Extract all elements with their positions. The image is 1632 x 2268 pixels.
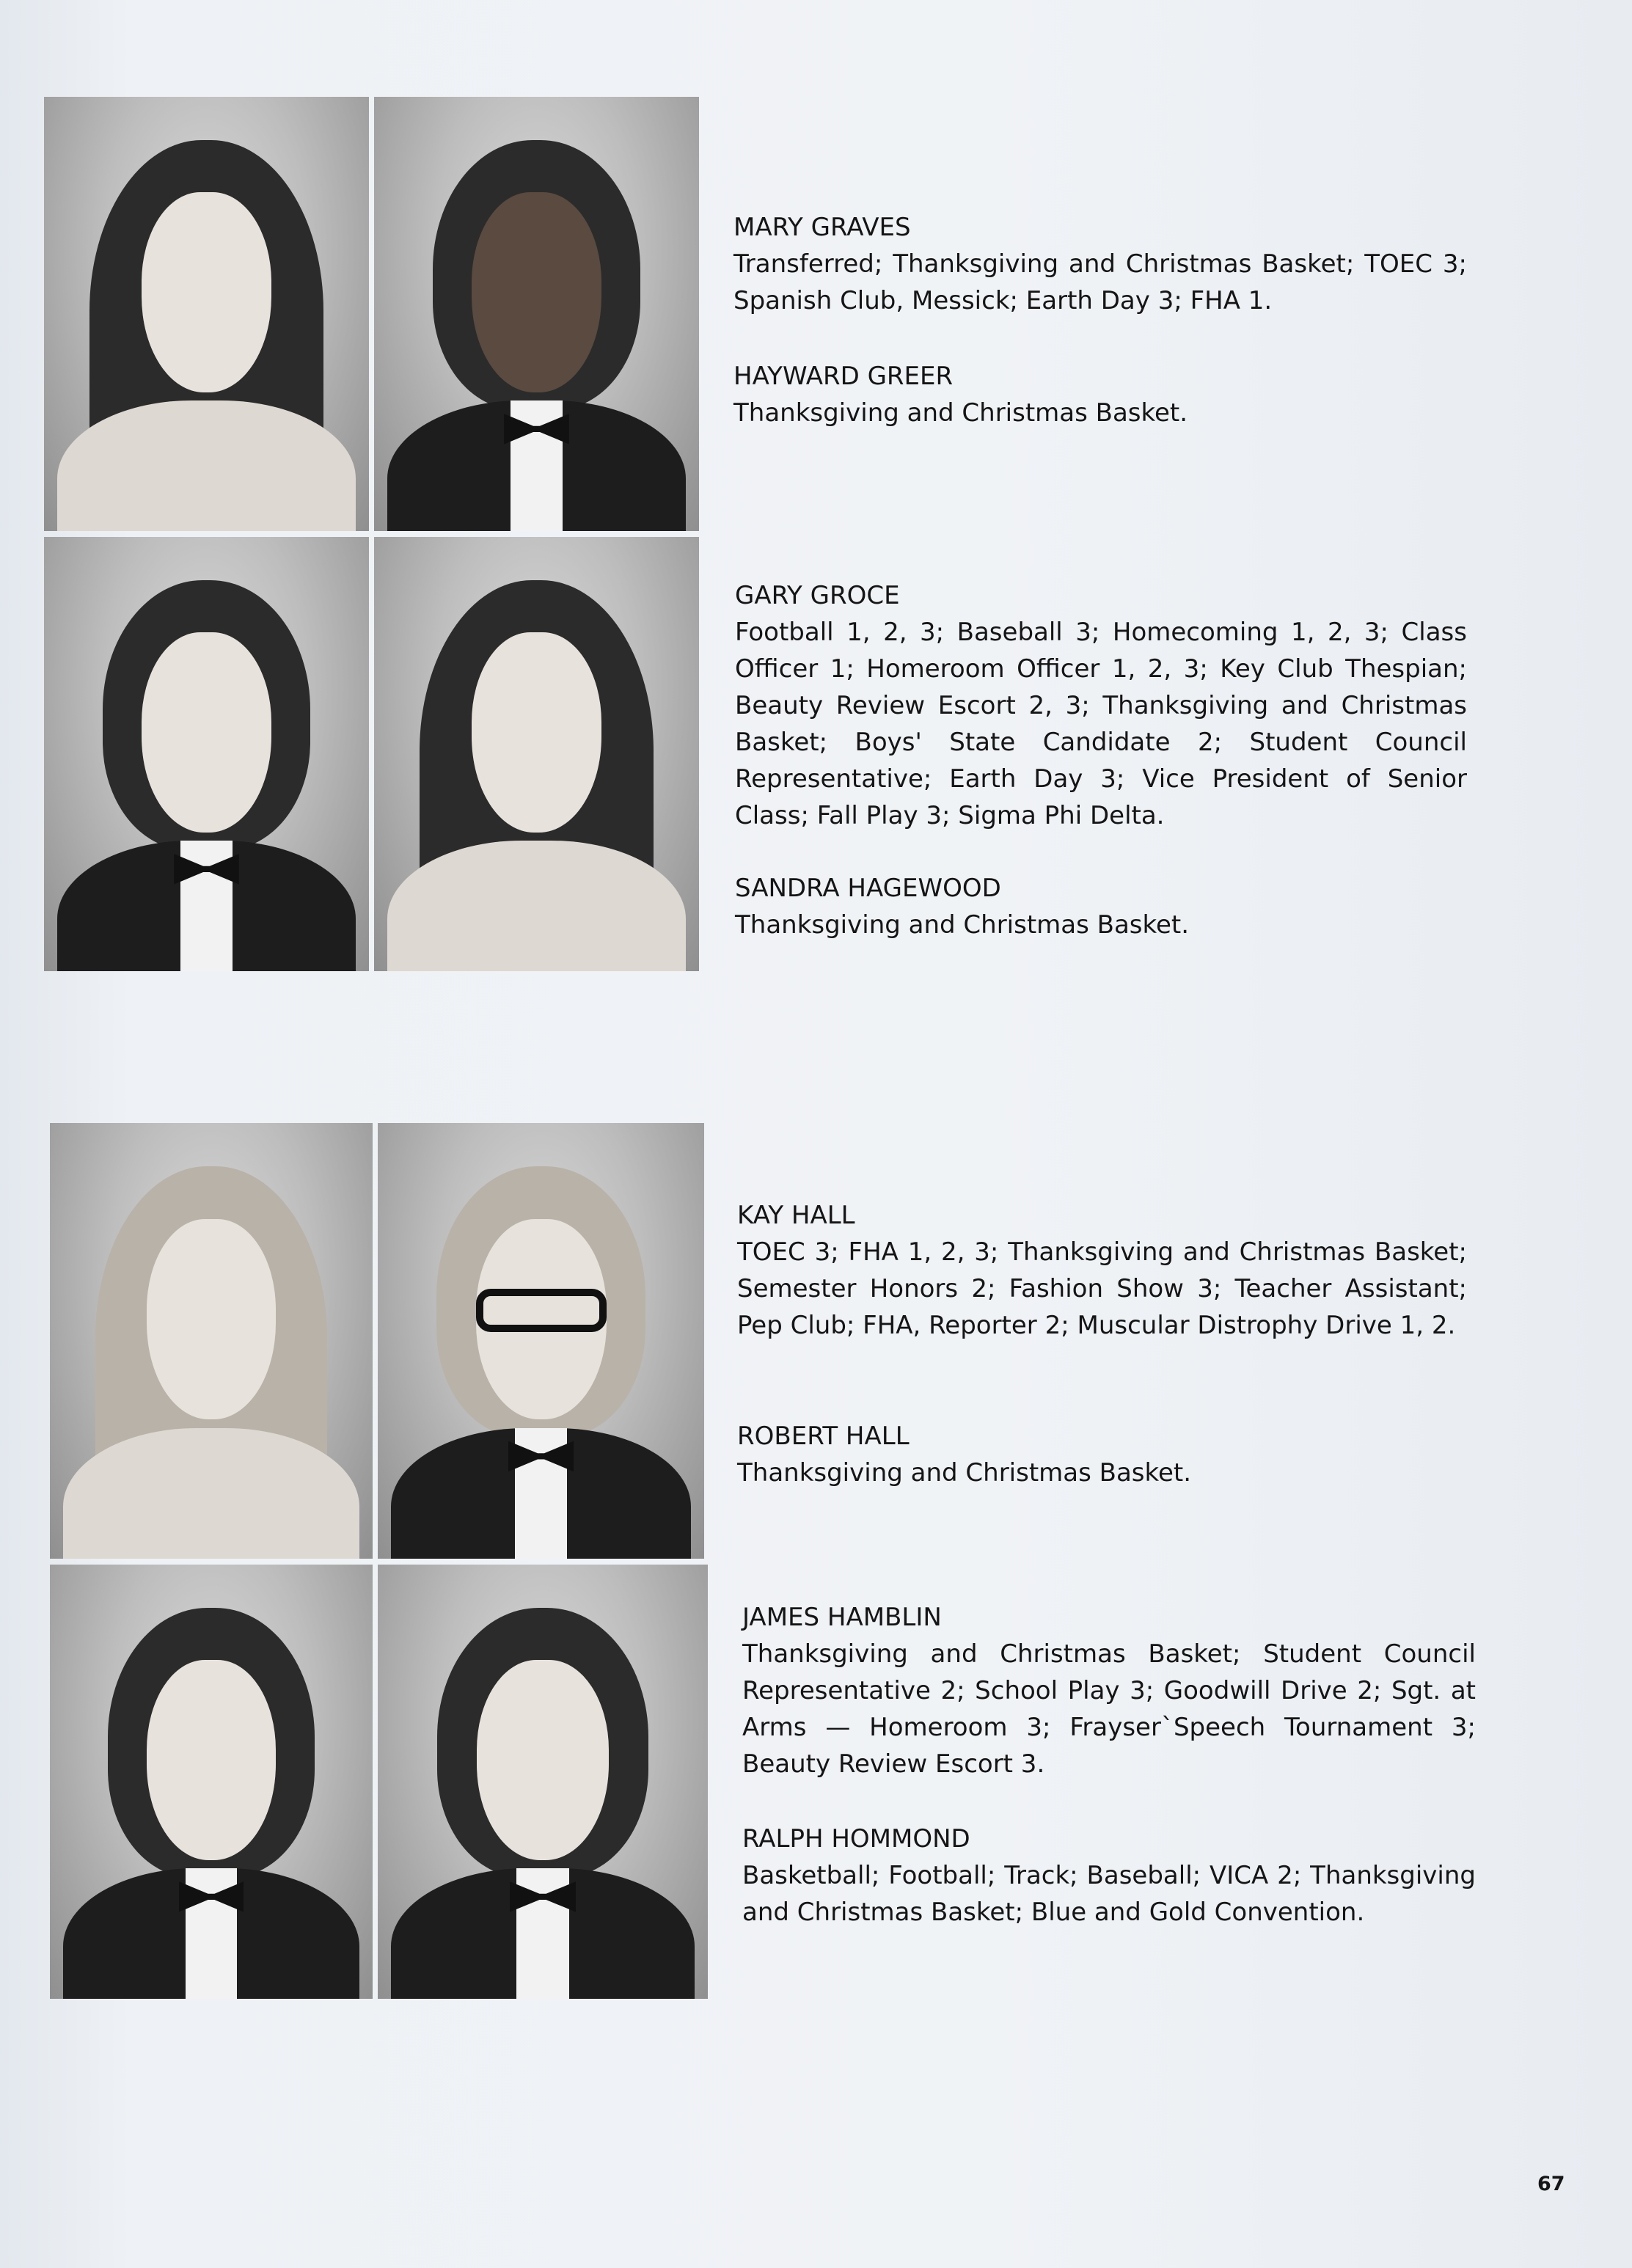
portrait-photo-gary-groce: [44, 537, 369, 971]
portrait-photo-kay-hall: [50, 1123, 373, 1559]
portrait-photo-james-hamblin: [50, 1565, 373, 1999]
student-name: JAMES HAMBLIN: [742, 1603, 942, 1632]
student-name: SANDRA HAGEWOOD: [735, 874, 1001, 903]
student-activities: Football 1, 2, 3; Baseball 3; Homecoming 1, 2, 3; Class Officer 1; Homeroom Officer 1, 2, 3; Key Club Thespian; Beauty Review Escort 2, 3; Thanksgiving and Christmas Basket; Boys' State Candidate 2; Student Council Representative; Earth Day 3; Vice President of Senior Class; Fall Play 3; Sigma Phi Delta.: [735, 618, 1467, 830]
student-bio: [733, 358, 1467, 431]
student-activities: Transferred; Thanksgiving and Christmas Basket; TOEC 3; Spanish Club, Messick; Earth Day 3; FHA 1.: [733, 249, 1467, 315]
student-bio: [742, 1599, 1476, 1782]
student-name: GARY GROCE: [735, 581, 900, 610]
student-bio: [737, 1197, 1467, 1344]
portrait-photo-mary-graves: [44, 97, 369, 531]
portrait-photo-robert-hall: [378, 1123, 704, 1559]
portrait-photo-sandra-hagewood: [374, 537, 699, 971]
portrait-photo-ralph-hommond: [378, 1565, 708, 1999]
student-name: MARY GRAVES: [733, 213, 911, 242]
student-bio: [733, 209, 1467, 319]
student-name: ROBERT HALL: [737, 1422, 910, 1451]
student-name: RALPH HOMMOND: [742, 1824, 970, 1854]
student-activities: Thanksgiving and Christmas Basket; Student Council Representative 2; School Play 3; Goodwill Drive 2; Sgt. at Arms — Homeroom 3; Frayser`Speech Tournament 3; Beauty Review Escort 3.: [742, 1639, 1476, 1779]
student-activities: Thanksgiving and Christmas Basket.: [737, 1458, 1192, 1488]
student-name: KAY HALL: [737, 1201, 855, 1230]
student-bio: [742, 1821, 1476, 1931]
student-bio: [735, 870, 1467, 943]
student-activities: Basketball; Football; Track; Baseball; VICA 2; Thanksgiving and Christmas Basket; Blue and Gold Convention.: [742, 1861, 1476, 1927]
student-activities: Thanksgiving and Christmas Basket.: [735, 910, 1190, 940]
student-bio: [737, 1418, 1467, 1491]
page-number: 67: [1537, 2173, 1565, 2195]
student-activities: Thanksgiving and Christmas Basket.: [733, 398, 1188, 428]
portrait-photo-hayward-greer: [374, 97, 699, 531]
student-bio: [735, 577, 1467, 834]
student-name: HAYWARD GREER: [733, 362, 954, 391]
student-activities: TOEC 3; FHA 1, 2, 3; Thanksgiving and Christmas Basket; Semester Honors 2; Fashion Show 3; Teacher Assistant; Pep Club; FHA, Reporter 2; Muscular Distrophy Drive 1, 2.: [737, 1237, 1467, 1340]
